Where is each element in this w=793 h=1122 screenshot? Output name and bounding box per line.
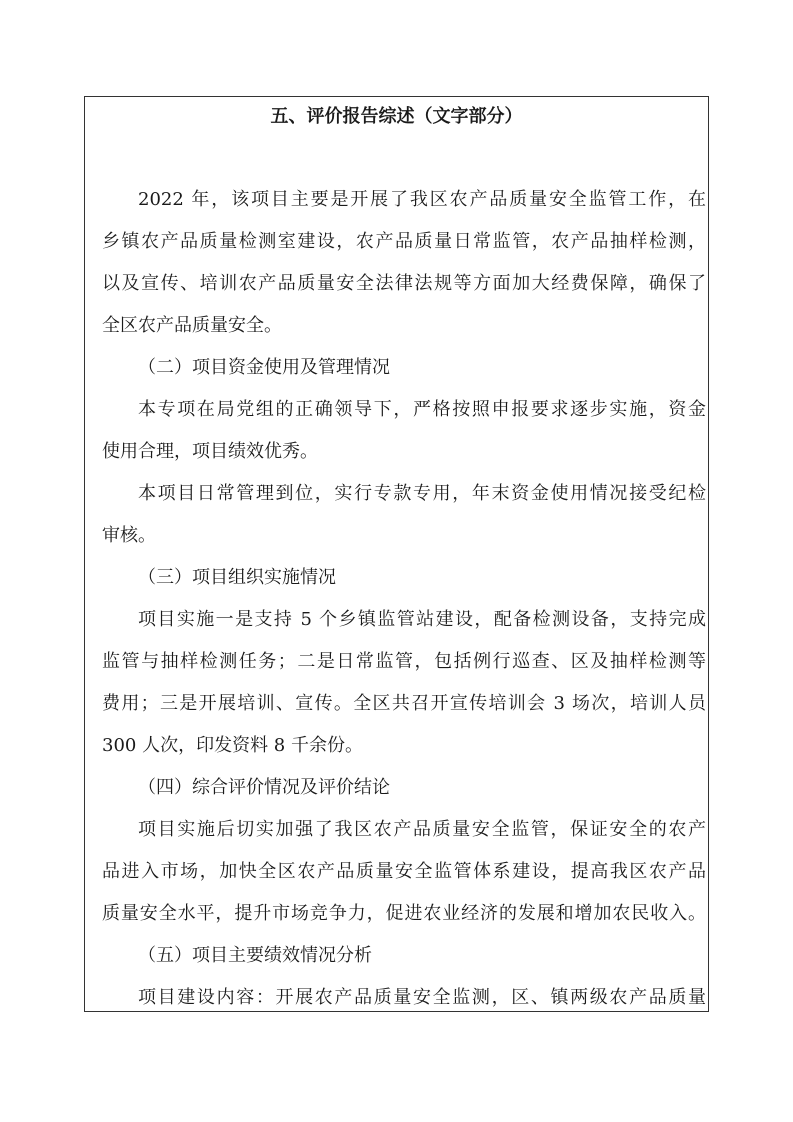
text-line: 费用；三是开展培训、宣传。全区共召开宣传培训会 3 场次，培训人员 bbox=[102, 693, 706, 714]
text-line: （三）项目组织实施情况 bbox=[138, 567, 336, 588]
text-line: 300 人次，印发资料 8 千余份。 bbox=[102, 735, 363, 756]
text-line: 全区农产品质量安全。 bbox=[102, 315, 282, 336]
text-line: 品进入市场，加快全区农产品质量安全监管体系建设，提高我区农产品 bbox=[102, 861, 706, 882]
text-line: （四）综合评价情况及评价结论 bbox=[138, 777, 390, 798]
text-line: 以及宣传、培训农产品质量安全法律法规等方面加大经费保障，确保了 bbox=[102, 273, 706, 294]
text-line: 本专项在局党组的正确领导下，严格按照申报要求逐步实施，资金 bbox=[138, 399, 706, 420]
text-line: （二）项目资金使用及管理情况 bbox=[138, 357, 390, 378]
text-line: 质量安全水平，提升市场竞争力，促进农业经济的发展和增加农民收入。 bbox=[102, 903, 706, 924]
text-line: 项目建设内容：开展农产品质量安全监测，区、镇两级农产品质量 bbox=[138, 987, 706, 1008]
text-line: （五）项目主要绩效情况分析 bbox=[138, 945, 372, 966]
text-line: 2022 年，该项目主要是开展了我区农产品质量安全监管工作，在 bbox=[138, 189, 706, 210]
text-line: 项目实施一是支持 5 个乡镇监管站建设，配备检测设备，支持完成 bbox=[138, 609, 706, 630]
text-line: 监管与抽样检测任务；二是日常监管，包括例行巡查、区及抽样检测等 bbox=[102, 651, 706, 672]
section-title: 五、评价报告综述（文字部分） bbox=[270, 106, 523, 127]
text-line: 审核。 bbox=[102, 525, 156, 546]
text-line: 使用合理，项目绩效优秀。 bbox=[102, 441, 318, 462]
text-line: 项目实施后切实加强了我区农产品质量安全监管，保证安全的农产 bbox=[138, 819, 706, 840]
text-line: 乡镇农产品质量检测室建设，农产品质量日常监管，农产品抽样检测， bbox=[102, 231, 706, 252]
text-line: 本项目日常管理到位，实行专款专用，年末资金使用情况接受纪检 bbox=[138, 483, 706, 504]
